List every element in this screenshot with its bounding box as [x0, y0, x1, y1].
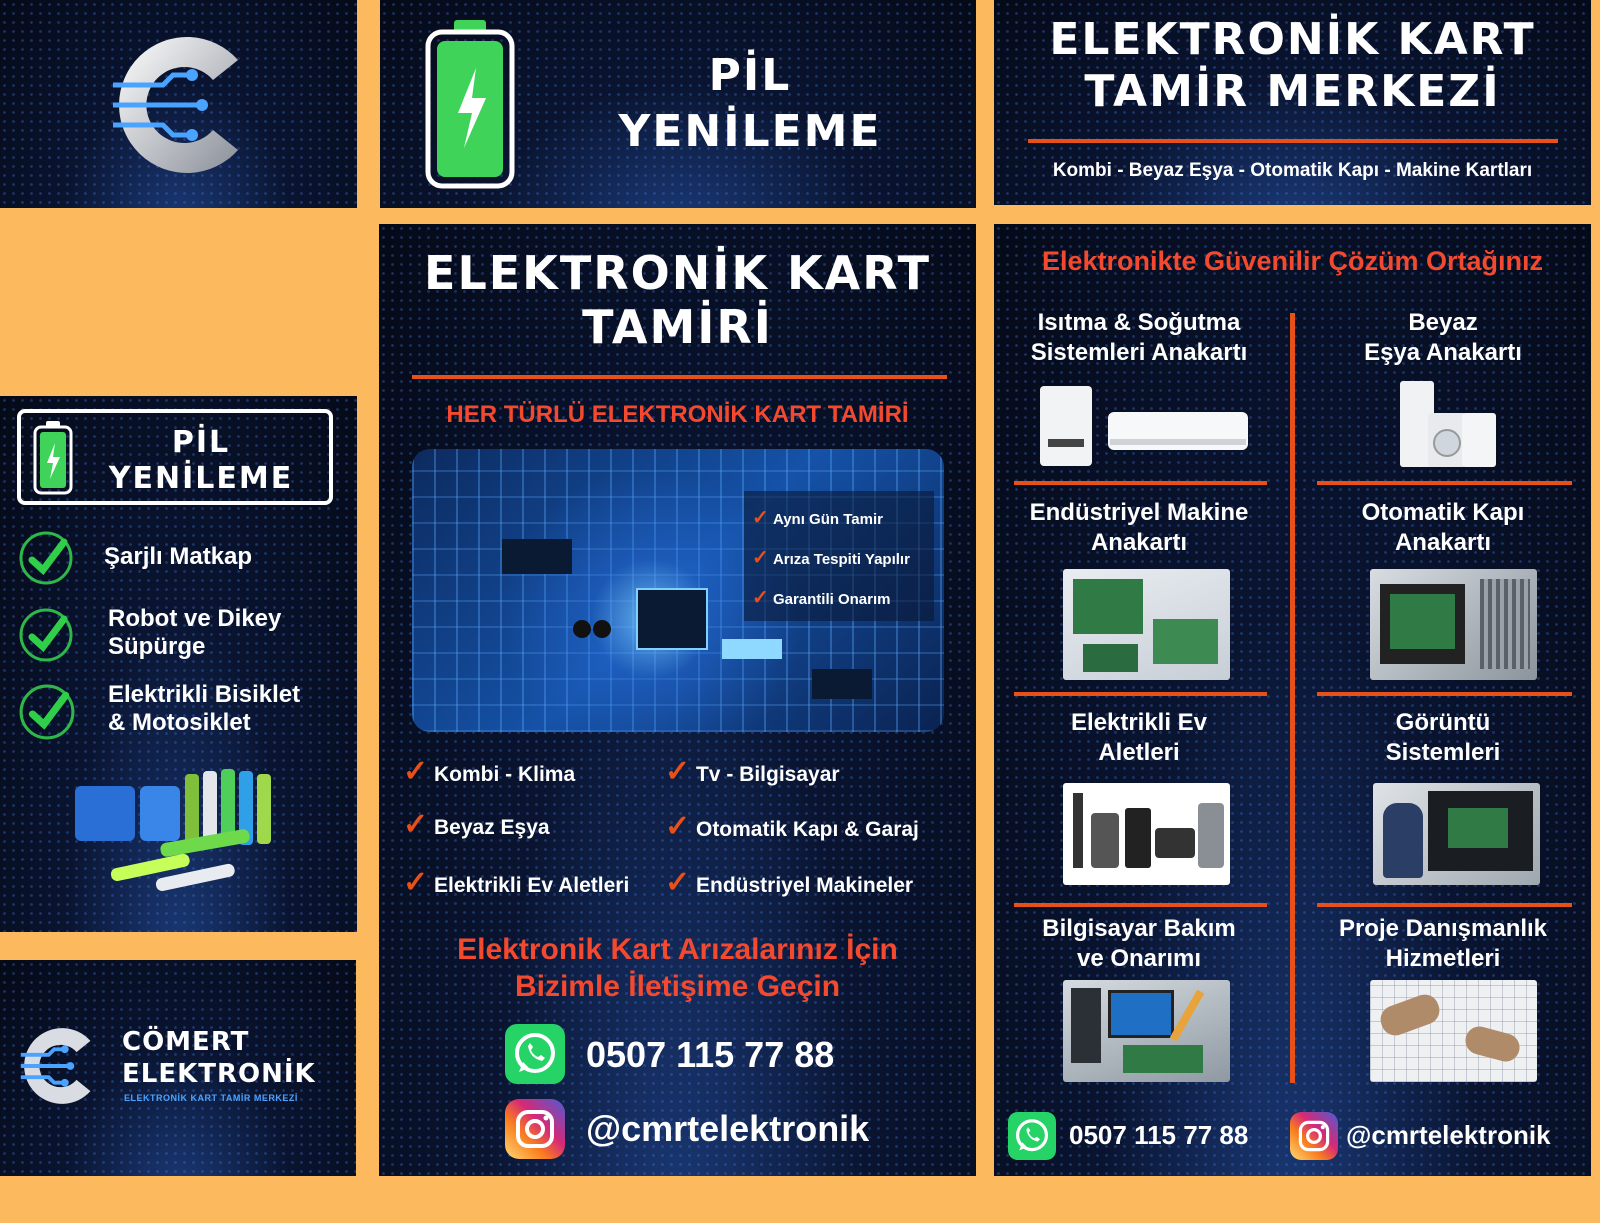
check-icon: ✓	[665, 810, 691, 843]
banner-line1: PİL	[708, 50, 792, 101]
whatsapp-icon[interactable]	[505, 1024, 565, 1084]
service-item: ✓ Otomatik Kapı & Garaj	[665, 810, 919, 843]
logo-panel	[0, 0, 357, 208]
brand-name-line1: CÖMERT	[122, 1027, 250, 1057]
check-circle-icon	[18, 683, 76, 741]
whatsapp-icon[interactable]	[1008, 1112, 1056, 1160]
center-phone[interactable]: 0507 115 77 88	[586, 1034, 835, 1075]
check-icon: ✓	[403, 866, 429, 899]
card-title: Endüstriyel Makine Anakartı	[1029, 499, 1249, 556]
feature-item: ✓ Garantili Onarım	[752, 587, 891, 609]
header-panel	[994, 0, 1591, 205]
card-title: Otomatik Kapı Anakartı	[1361, 499, 1525, 556]
center-instagram[interactable]: @cmrtelektronik	[586, 1108, 870, 1149]
circuit-c-logo-icon	[108, 30, 248, 180]
service-item: ✓ Endüstriyel Makineler	[665, 866, 914, 899]
right-phone[interactable]: 0507 115 77 88	[1069, 1120, 1249, 1150]
check-circle-icon	[18, 530, 74, 586]
cta-line2: Bizimle İletişime Geçin	[514, 970, 841, 1003]
right-panel	[994, 224, 1591, 1176]
card-title: Bilgisayar Bakım ve Onarımı	[1042, 915, 1236, 972]
service-item: ✓ Kombi - Klima	[403, 755, 576, 788]
row-divider	[1014, 481, 1267, 485]
right-instagram[interactable]: @cmrtelektronik	[1346, 1120, 1551, 1150]
row-divider	[1014, 903, 1267, 907]
check-icon: ✓	[752, 547, 769, 569]
card-title: Beyaz Eşya Anakartı	[1364, 309, 1522, 366]
list-item	[18, 605, 348, 665]
list-item-label-2: Süpürge	[108, 633, 206, 660]
right-heading: Elektronikte Güvenilir Çözüm Ortağınız	[1041, 246, 1544, 276]
right-vertical-divider	[1290, 313, 1295, 1083]
center-panel	[379, 224, 976, 1176]
brand-tagline: ELEKTRONİK KART TAMİR MERKEZİ	[124, 1093, 298, 1103]
list-item	[18, 530, 348, 586]
card-title: Görüntü Sistemleri	[1385, 709, 1501, 766]
header-title-line2: TAMİR MERKEZİ	[1084, 66, 1501, 117]
industrial-board-image	[1063, 569, 1230, 680]
computer-repair-image	[1063, 980, 1230, 1082]
row-divider	[1317, 481, 1572, 485]
brand-panel	[0, 960, 356, 1176]
header-title-line1: ELEKTRONİK KART	[1049, 14, 1536, 65]
header-divider	[1028, 139, 1558, 143]
white-goods-image	[1398, 379, 1498, 469]
battery-icon	[424, 18, 516, 190]
center-title-line2: TAMİRİ	[582, 300, 773, 354]
card-title: Elektrikli Ev Aletleri	[1070, 709, 1208, 766]
circuit-board-image	[412, 449, 944, 732]
boiler-ac-image	[1038, 384, 1253, 469]
check-icon: ✓	[665, 866, 691, 899]
batteries-image	[70, 766, 285, 896]
list-item	[18, 681, 348, 741]
gate-board-image	[1370, 569, 1537, 680]
feature-item: ✓ Arıza Tespiti Yapılır	[752, 547, 910, 569]
instagram-icon[interactable]	[1290, 1112, 1338, 1160]
brand-name-line2: ELEKTRONİK	[122, 1059, 316, 1089]
cta-line1: Elektronik Kart Arızalarınız İçin	[457, 933, 898, 966]
badge-line1: PİL	[171, 425, 231, 460]
feature-item: ✓ Aynı Gün Tamir	[752, 507, 883, 529]
service-item: ✓ Tv - Bilgisayar	[665, 755, 840, 788]
center-title-line1: ELEKTRONİK KART	[424, 246, 931, 300]
row-divider	[1014, 692, 1267, 696]
home-appliances-image	[1063, 783, 1230, 885]
battery-badge	[17, 409, 333, 505]
project-consulting-image	[1370, 980, 1537, 1082]
row-divider	[1317, 903, 1572, 907]
brand-logo-icon	[18, 1024, 96, 1108]
row-divider	[1317, 692, 1572, 696]
center-subtitle: HER TÜRLÜ ELEKTRONİK KART TAMİRİ	[446, 401, 909, 428]
battery-banner	[380, 0, 976, 208]
check-circle-icon	[18, 607, 74, 663]
list-item-label: Robot ve Dikey	[108, 605, 282, 632]
banner-line2: YENİLEME	[618, 106, 882, 157]
check-icon: ✓	[752, 587, 769, 609]
list-item-label: Şarjlı Matkap	[104, 543, 253, 570]
badge-line2: YENİLEME	[108, 461, 294, 496]
display-systems-image	[1373, 783, 1540, 885]
card-title: Proje Danışmanlık Hizmetleri	[1338, 915, 1548, 972]
check-icon: ✓	[403, 755, 429, 788]
check-icon: ✓	[752, 507, 769, 529]
service-item: ✓ Elektrikli Ev Aletleri	[403, 866, 630, 899]
list-item-label-2: & Motosiklet	[108, 709, 251, 736]
list-item-label: Elektrikli Bisiklet	[108, 681, 301, 708]
check-icon: ✓	[665, 755, 691, 788]
instagram-icon[interactable]	[505, 1099, 565, 1159]
center-divider	[412, 375, 947, 379]
card-title: Isıtma & Soğutma Sistemleri Anakartı	[1030, 309, 1248, 366]
service-item: ✓ Beyaz Eşya	[403, 808, 550, 841]
features-box	[744, 491, 934, 621]
left-panel	[0, 396, 357, 932]
small-battery-icon	[33, 421, 73, 495]
check-icon: ✓	[403, 808, 429, 841]
header-subtitle: Kombi - Beyaz Eşya - Otomatik Kapı - Makine Kartları	[1052, 160, 1533, 181]
